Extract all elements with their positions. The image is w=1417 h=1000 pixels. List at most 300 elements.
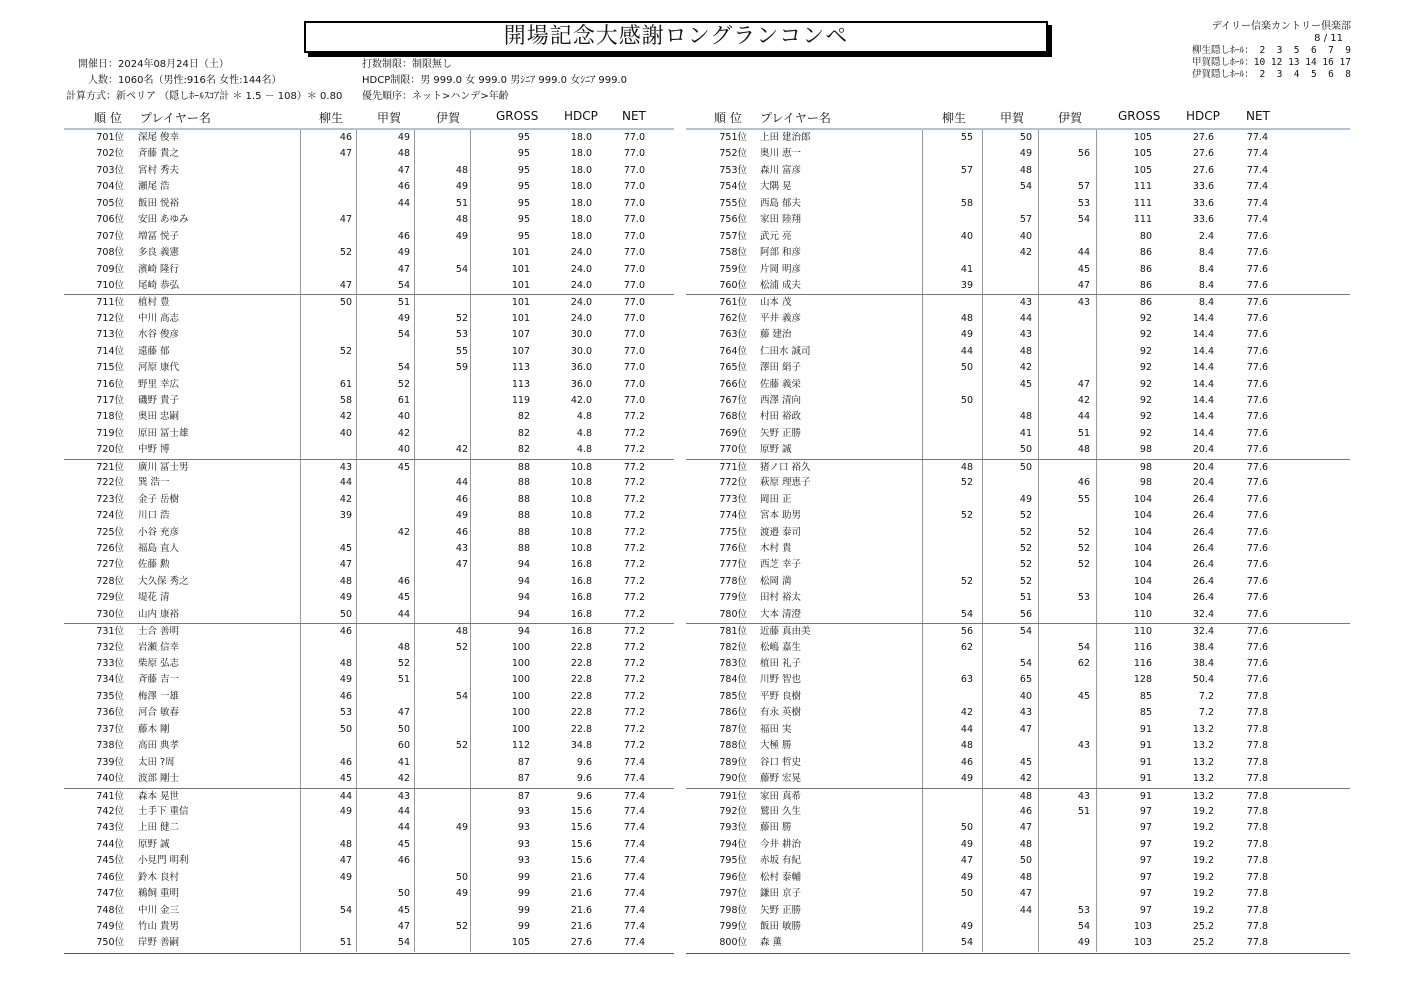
yagyu-score-cell: 47	[960, 855, 973, 867]
koga-score-cell: 44	[397, 822, 410, 834]
gross-cell: 82	[517, 411, 530, 423]
gross-cell: 91	[1139, 773, 1152, 785]
player-name-cell: 高田 典孝	[138, 740, 180, 752]
net-cell: 77.0	[623, 230, 645, 242]
net-cell: 77.0	[623, 297, 645, 309]
koga-score-cell: 40	[397, 411, 410, 423]
gross-cell: 116	[1133, 658, 1152, 669]
yagyu-score-cell: 49	[960, 773, 973, 785]
rank-cell: 732位	[96, 641, 124, 653]
table-row	[686, 294, 1350, 310]
hdcp-cell: 4.8	[576, 444, 592, 456]
hdcp-cell: 36.0	[570, 378, 592, 390]
hidden-holes-yagyu: 柳生隠しﾎｰﾙ： 2 3 5 6 7 9	[1192, 45, 1351, 56]
table-row	[686, 656, 1350, 672]
koga-score-cell: 50	[1019, 855, 1032, 867]
table-row	[686, 492, 1350, 508]
hdcp-cell: 26.4	[1192, 559, 1214, 571]
iga-score-cell: 54	[455, 263, 468, 275]
koga-score-cell: 44	[1019, 904, 1032, 916]
player-name-cell: 近藤 真由美	[760, 626, 811, 638]
koga-score-cell: 46	[397, 181, 410, 193]
iga-score-cell: 44	[1077, 247, 1090, 259]
hdcp-cell: 26.4	[1192, 575, 1214, 587]
hdcp-cell: 13.2	[1192, 790, 1214, 802]
player-name-cell: 平野 良樹	[760, 690, 802, 702]
table-row	[686, 886, 1350, 902]
player-name-cell: 松嶋 嘉生	[760, 641, 802, 653]
table-row	[64, 705, 674, 721]
hdcp-cell: 25.2	[1192, 937, 1214, 949]
koga-score-cell: 54	[397, 279, 410, 291]
hdcp-cell: 24.0	[570, 263, 592, 275]
gross-cell: 111	[1133, 214, 1152, 226]
hdcp-cell: 13.2	[1192, 740, 1214, 752]
net-cell: 77.4	[623, 904, 645, 916]
net-cell: 77.0	[623, 362, 645, 374]
table-row	[64, 229, 674, 245]
gross-cell: 100	[511, 658, 530, 669]
gross-cell: 104	[1133, 575, 1152, 587]
gross-cell: 105	[1133, 132, 1152, 143]
player-name-cell: 山内 康裕	[138, 608, 180, 620]
koga-score-cell: 51	[1019, 592, 1032, 604]
rank-cell: 747位	[96, 888, 124, 900]
hdcp-cell: 38.4	[1192, 658, 1214, 669]
table-row	[686, 574, 1350, 590]
net-cell: 77.0	[623, 345, 645, 357]
rank-cell: 778位	[719, 575, 747, 587]
gross-cell: 93	[517, 855, 530, 867]
header-net: NET	[1246, 109, 1270, 123]
iga-score-cell: 47	[1077, 279, 1090, 291]
yagyu-score-cell: 48	[960, 740, 973, 752]
hdcp-cell: 26.4	[1192, 592, 1214, 604]
hdcp-cell: 2.4	[1198, 230, 1214, 242]
iga-score-cell: 54	[1077, 214, 1090, 226]
rank-cell: 714位	[96, 345, 124, 357]
header-player-name: プレイヤー名	[760, 111, 831, 125]
yagyu-score-cell: 50	[339, 723, 352, 735]
net-cell: 77.0	[623, 312, 645, 324]
gross-cell: 91	[1139, 723, 1152, 735]
player-name-cell: 波部 剛士	[138, 773, 180, 785]
net-cell: 77.4	[623, 855, 645, 867]
table-row	[686, 508, 1350, 524]
event-date: 開催日：2024年08月24日（土）	[78, 59, 229, 70]
rank-cell: 800位	[719, 937, 747, 949]
table-row	[686, 163, 1350, 179]
hdcp-cell: 8.4	[1198, 279, 1214, 291]
iga-score-cell: 55	[455, 345, 468, 357]
yagyu-score-cell: 44	[960, 345, 973, 357]
iga-score-cell: 47	[1077, 378, 1090, 390]
rank-cell: 769位	[719, 427, 747, 439]
yagyu-score-cell: 52	[339, 345, 352, 357]
yagyu-score-cell: 46	[960, 756, 973, 768]
hdcp-cell: 14.4	[1192, 427, 1214, 439]
player-name-cell: 森川 富彦	[760, 164, 802, 176]
hdcp-cell: 8.4	[1198, 297, 1214, 309]
player-name-cell: 矢野 正勝	[760, 427, 802, 439]
table-row	[686, 705, 1350, 721]
hdcp-cell: 15.6	[570, 838, 592, 850]
table-row	[686, 262, 1350, 278]
hdcp-cell: 18.0	[570, 181, 592, 193]
gross-cell: 100	[511, 723, 530, 735]
header-gross: GROSS	[496, 109, 539, 123]
net-cell: 77.6	[1246, 641, 1268, 653]
rank-cell: 766位	[719, 378, 747, 390]
gross-cell: 105	[1133, 164, 1152, 176]
hdcp-cell: 26.4	[1192, 542, 1214, 554]
table-row	[64, 278, 674, 294]
gross-cell: 101	[511, 247, 530, 259]
player-name-cell: 瀬尾 浩	[138, 181, 170, 193]
koga-score-cell: 61	[397, 395, 410, 406]
rank-cell: 737位	[96, 723, 124, 735]
rank-cell: 741位	[96, 790, 124, 802]
yagyu-score-cell: 52	[960, 575, 973, 587]
koga-score-cell: 48	[1019, 838, 1032, 850]
gross-cell: 119	[511, 395, 530, 406]
hdcp-cell: 24.0	[570, 297, 592, 309]
table-row	[64, 837, 674, 853]
hdcp-cell: 30.0	[570, 345, 592, 357]
koga-score-cell: 48	[1019, 411, 1032, 423]
header-yagyu: 柳生	[942, 111, 967, 125]
net-cell: 77.6	[1246, 345, 1268, 357]
hdcp-cell: 10.8	[570, 542, 592, 554]
table-row	[686, 442, 1350, 458]
gross-cell: 105	[1133, 148, 1152, 160]
net-cell: 77.8	[1246, 790, 1268, 802]
table-row	[686, 837, 1350, 853]
yagyu-score-cell: 46	[339, 690, 352, 702]
yagyu-score-cell: 41	[960, 263, 973, 275]
rank-cell: 713位	[96, 329, 124, 341]
iga-score-cell: 49	[455, 230, 468, 242]
rank-cell: 783位	[719, 658, 747, 669]
table-row	[686, 360, 1350, 376]
rank-cell: 749位	[96, 921, 124, 932]
table-row	[686, 722, 1350, 738]
iga-score-cell: 48	[455, 214, 468, 226]
table-row	[64, 344, 674, 360]
iga-score-cell: 45	[1077, 263, 1090, 275]
net-cell: 77.0	[623, 148, 645, 160]
table-row	[686, 229, 1350, 245]
gross-cell: 86	[1139, 279, 1152, 291]
table-row	[686, 935, 1350, 951]
player-name-cell: 大久保 秀之	[138, 575, 189, 587]
player-name-cell: 佐藤 義栄	[760, 378, 802, 390]
table-row	[686, 393, 1350, 409]
net-cell: 77.2	[623, 723, 645, 735]
koga-score-cell: 54	[397, 329, 410, 341]
net-cell: 77.4	[1246, 164, 1268, 176]
koga-score-cell: 46	[1019, 805, 1032, 817]
gross-cell: 80	[1139, 230, 1152, 242]
koga-score-cell: 52	[1019, 526, 1032, 538]
iga-score-cell: 54	[1077, 921, 1090, 932]
yagyu-score-cell: 63	[960, 674, 973, 686]
player-name-cell: 家田 真希	[760, 790, 802, 802]
koga-score-cell: 49	[397, 312, 410, 324]
player-name-cell: 土合 善明	[138, 626, 180, 638]
koga-score-cell: 43	[1019, 329, 1032, 341]
rank-cell: 762位	[719, 312, 747, 324]
net-cell: 77.6	[1246, 626, 1268, 638]
table-row	[64, 212, 674, 228]
rank-cell: 763位	[719, 329, 747, 341]
hdcp-cell: 22.8	[570, 723, 592, 735]
yagyu-score-cell: 50	[960, 822, 973, 834]
koga-score-cell: 50	[1019, 461, 1032, 473]
left-table-header-row	[64, 106, 674, 130]
gross-cell: 112	[511, 740, 530, 752]
koga-score-cell: 47	[397, 921, 410, 932]
net-cell: 77.8	[1246, 690, 1268, 702]
net-cell: 77.8	[1246, 740, 1268, 752]
rank-cell: 707位	[96, 230, 124, 242]
table-row	[64, 722, 674, 738]
gross-cell: 88	[517, 542, 530, 554]
iga-score-cell: 53	[1077, 592, 1090, 604]
player-name-cell: 金子 岳樹	[138, 493, 180, 505]
koga-score-cell: 43	[1019, 297, 1032, 309]
net-cell: 77.2	[623, 559, 645, 571]
table-row	[686, 870, 1350, 886]
player-name-cell: 大本 清澄	[760, 608, 802, 620]
iga-score-cell: 57	[1077, 181, 1090, 193]
hdcp-cell: 26.4	[1192, 510, 1214, 522]
player-name-cell: 川口 浩	[138, 510, 170, 522]
table-row	[64, 262, 674, 278]
rank-cell: 796位	[719, 871, 747, 883]
rank-cell: 730位	[96, 608, 124, 620]
table-row	[64, 788, 674, 804]
hdcp-cell: 19.2	[1192, 822, 1214, 834]
hdcp-cell: 16.8	[570, 626, 592, 638]
yagyu-score-cell: 54	[960, 608, 973, 620]
koga-score-cell: 42	[397, 773, 410, 785]
iga-score-cell: 46	[455, 493, 468, 505]
table-row	[686, 820, 1350, 836]
hdcp-cell: 36.0	[570, 362, 592, 374]
rank-cell: 785位	[719, 690, 747, 702]
table-row	[64, 820, 674, 836]
gross-cell: 95	[517, 164, 530, 176]
rank-cell: 772位	[719, 477, 747, 489]
iga-score-cell: 51	[1077, 805, 1090, 817]
hdcp-cell: 16.8	[570, 592, 592, 604]
rank-cell: 786位	[719, 707, 747, 719]
player-name-cell: 岸野 善嗣	[138, 937, 180, 949]
player-name-cell: 植村 豊	[138, 297, 170, 309]
table-row	[64, 130, 674, 146]
table-row	[686, 607, 1350, 623]
koga-score-cell: 54	[1019, 626, 1032, 638]
rank-cell: 767位	[719, 395, 747, 406]
gross-cell: 94	[517, 575, 530, 587]
gross-cell: 93	[517, 822, 530, 834]
rank-cell: 702位	[96, 148, 124, 160]
koga-score-cell: 48	[397, 641, 410, 653]
net-cell: 77.6	[1246, 559, 1268, 571]
gross-cell: 99	[517, 871, 530, 883]
gross-cell: 104	[1133, 542, 1152, 554]
rank-cell: 720位	[96, 444, 124, 456]
table-row	[686, 179, 1350, 195]
gross-cell: 111	[1133, 197, 1152, 209]
player-name-cell: 田村 裕太	[760, 592, 802, 604]
koga-score-cell: 51	[397, 297, 410, 309]
net-cell: 77.4	[623, 838, 645, 850]
net-cell: 77.8	[1246, 871, 1268, 883]
hidden-holes-iga: 伊賀隠しﾎｰﾙ： 2 3 4 5 6 8	[1192, 69, 1351, 80]
table-row	[686, 755, 1350, 771]
net-cell: 77.4	[623, 790, 645, 802]
iga-score-cell: 49	[455, 888, 468, 900]
koga-score-cell: 60	[397, 740, 410, 752]
yagyu-score-cell: 56	[960, 626, 973, 638]
net-cell: 77.4	[1246, 148, 1268, 160]
koga-score-cell: 57	[1019, 214, 1032, 226]
player-name-cell: 上田 建治郎	[760, 132, 811, 143]
net-cell: 77.2	[623, 510, 645, 522]
player-name-cell: 中川 金三	[138, 904, 180, 916]
iga-score-cell: 59	[455, 362, 468, 374]
gross-cell: 86	[1139, 297, 1152, 309]
table-row	[686, 426, 1350, 442]
table-bottom-rule	[64, 953, 674, 954]
rank-cell: 782位	[719, 641, 747, 653]
yagyu-score-cell: 47	[339, 214, 352, 226]
net-cell: 77.6	[1246, 674, 1268, 686]
rank-cell: 789位	[719, 756, 747, 768]
iga-score-cell: 52	[1077, 559, 1090, 571]
koga-score-cell: 47	[397, 707, 410, 719]
iga-score-cell: 55	[1077, 493, 1090, 505]
rank-cell: 746位	[96, 871, 124, 883]
hidden-holes-koga: 甲賀隠しﾎｰﾙ：10 12 13 14 16 17	[1192, 57, 1351, 68]
koga-score-cell: 44	[397, 805, 410, 817]
rank-cell: 758位	[719, 247, 747, 259]
net-cell: 77.2	[623, 444, 645, 456]
gross-cell: 101	[511, 297, 530, 309]
player-name-cell: 巽 浩一	[138, 477, 170, 489]
koga-score-cell: 54	[1019, 658, 1032, 669]
yagyu-score-cell: 49	[339, 674, 352, 686]
gross-cell: 101	[511, 279, 530, 291]
gross-cell: 82	[517, 427, 530, 439]
iga-score-cell: 48	[455, 626, 468, 638]
hdcp-cell: 24.0	[570, 312, 592, 324]
koga-score-cell: 48	[1019, 164, 1032, 176]
gross-cell: 128	[1133, 674, 1152, 686]
gross-cell: 95	[517, 132, 530, 143]
table-row	[64, 935, 674, 951]
hdcp-cell: 9.6	[576, 790, 592, 802]
yagyu-score-cell: 48	[339, 575, 352, 587]
net-cell: 77.2	[623, 641, 645, 653]
table-row	[64, 492, 674, 508]
rank-cell: 791位	[719, 790, 747, 802]
rank-cell: 724位	[96, 510, 124, 522]
yagyu-score-cell: 51	[339, 937, 352, 949]
gross-cell: 95	[517, 230, 530, 242]
hdcp-cell: 22.8	[570, 674, 592, 686]
rank-cell: 722位	[96, 477, 124, 489]
rank-cell: 748位	[96, 904, 124, 916]
net-cell: 77.2	[623, 740, 645, 752]
gross-cell: 94	[517, 626, 530, 638]
koga-score-cell: 44	[397, 608, 410, 620]
iga-score-cell: 62	[1077, 658, 1090, 669]
yagyu-score-cell: 52	[960, 510, 973, 522]
net-cell: 77.8	[1246, 707, 1268, 719]
rank-cell: 744位	[96, 838, 124, 850]
net-cell: 77.6	[1246, 279, 1268, 291]
koga-score-cell: 41	[1019, 427, 1032, 439]
iga-score-cell: 43	[1077, 790, 1090, 802]
table-row	[64, 557, 674, 573]
gross-cell: 91	[1139, 790, 1152, 802]
table-row	[686, 130, 1350, 146]
table-row	[64, 886, 674, 902]
player-name-cell: 片岡 明彦	[760, 263, 802, 275]
gross-cell: 99	[517, 904, 530, 916]
net-cell: 77.0	[623, 132, 645, 143]
net-cell: 77.2	[623, 674, 645, 686]
rank-cell: 751位	[719, 132, 747, 143]
rank-cell: 773位	[719, 493, 747, 505]
rank-cell: 740位	[96, 773, 124, 785]
gross-cell: 85	[1139, 707, 1152, 719]
koga-score-cell: 54	[1019, 181, 1032, 193]
rank-cell: 753位	[719, 164, 747, 176]
results-table-left	[64, 106, 674, 952]
iga-score-cell: 48	[1077, 444, 1090, 456]
net-cell: 77.4	[623, 805, 645, 817]
player-name-cell: 西島 郁夫	[760, 197, 802, 209]
rank-cell: 768位	[719, 411, 747, 423]
hdcp-cell: 24.0	[570, 279, 592, 291]
table-bottom-rule	[686, 953, 1350, 954]
gross-cell: 88	[517, 493, 530, 505]
yagyu-score-cell: 54	[960, 937, 973, 949]
table-row	[686, 541, 1350, 557]
yagyu-score-cell: 39	[339, 510, 352, 522]
gross-cell: 99	[517, 888, 530, 900]
hdcp-cell: 8.4	[1198, 263, 1214, 275]
header-gross: GROSS	[1118, 109, 1161, 123]
table-row	[64, 590, 674, 606]
net-cell: 77.0	[623, 263, 645, 275]
gross-cell: 92	[1139, 345, 1152, 357]
hdcp-cell: 15.6	[570, 855, 592, 867]
player-name-cell: 森 薫	[760, 937, 783, 949]
hdcp-cell: 24.0	[570, 247, 592, 259]
iga-score-cell: 52	[455, 921, 468, 932]
koga-score-cell: 43	[1019, 707, 1032, 719]
rank-cell: 743位	[96, 822, 124, 834]
rank-cell: 716位	[96, 378, 124, 390]
koga-score-cell: 47	[1019, 888, 1032, 900]
player-name-cell: 原田 冨士雄	[138, 427, 189, 439]
hdcp-cell: 27.6	[1192, 148, 1214, 160]
